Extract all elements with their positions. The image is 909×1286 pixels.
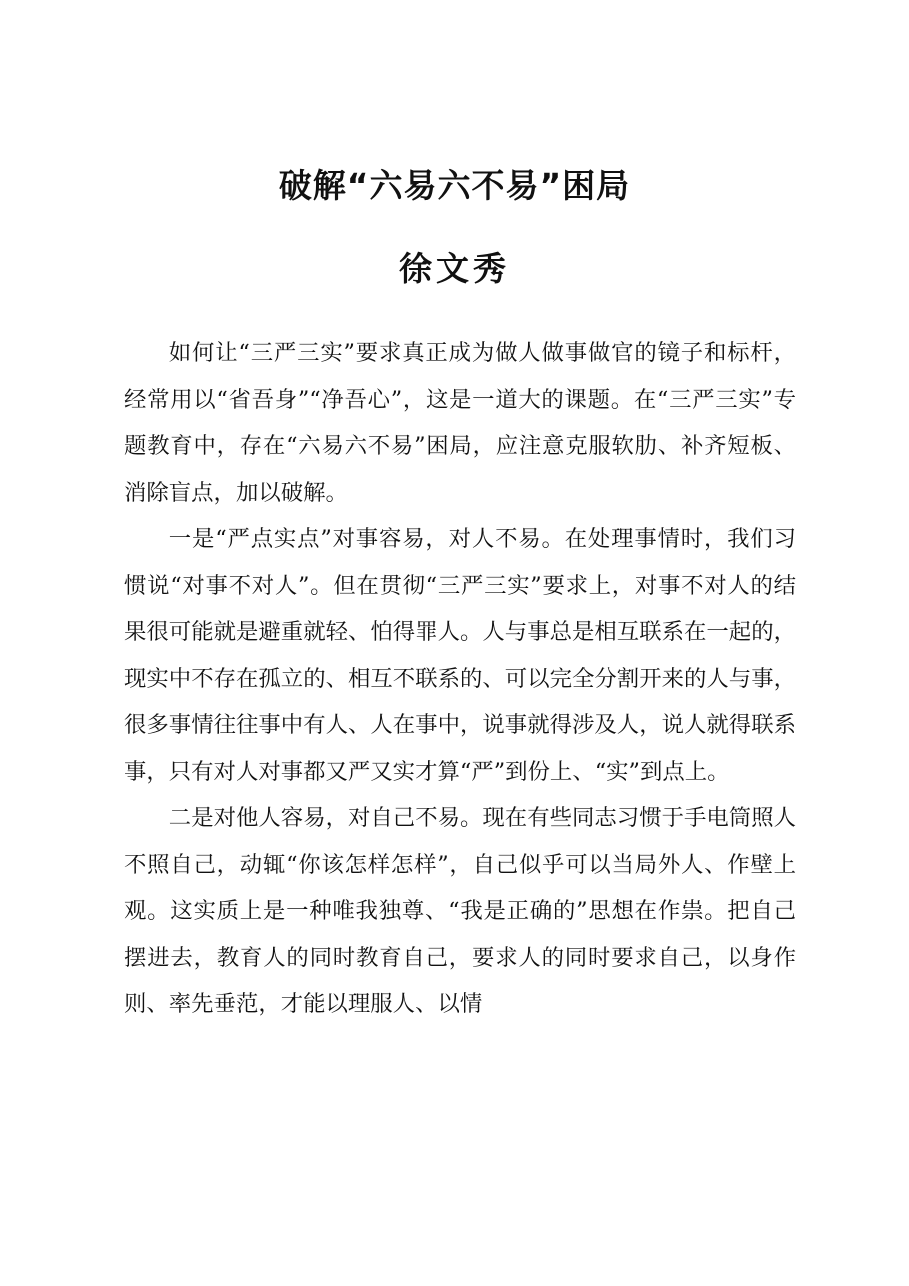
- paragraph-point-one: 一是“严点实点”对事容易，对人不易。在处理事情时，我们习惯说“对事不对人”。但在贯彻“三严三实”要求上，对事不对人的结果很可能就是避重就轻、怕得罪人。人与事总是相互联系在一起的，现实中不存在孤立的、相互不联系的、可以完全分割开来的人与事，很多事情往往事中有人、人在事中，说事就得涉及人，说人就得联系事，只有对人对事都又严又实才算“严”到份上、“实”到点上。: [124, 526, 796, 785]
- paragraph-point-two: 二是对他人容易，对自己不易。现在有些同志习惯于手电筒照人不照自己，动辄“你该怎样怎样”，自己似乎可以当局外人、作壁上观。这实质上是一种唯我独尊、“我是正确的”思想在作祟。把自己摆进去，教育人的同时教育自己，要求人的同时要求自己，以身作则、率先垂范，才能以理服人、以情: [124, 805, 796, 1017]
- author-name: 徐文秀: [399, 249, 510, 288]
- paragraph-intro: 如何让“三严三实”要求真正成为做人做事做官的镜子和标杆，经常用以“省吾身”“净吾心”，这是一道大的课题。在“三严三实”专题教育中，存在“六易六不易”困局，应注意克服软肋、补齐短板、消除盲点，加以破解。: [124, 340, 796, 506]
- document-title: 破解“六易六不易”困局: [278, 166, 631, 205]
- article-body: [124, 330, 796, 1028]
